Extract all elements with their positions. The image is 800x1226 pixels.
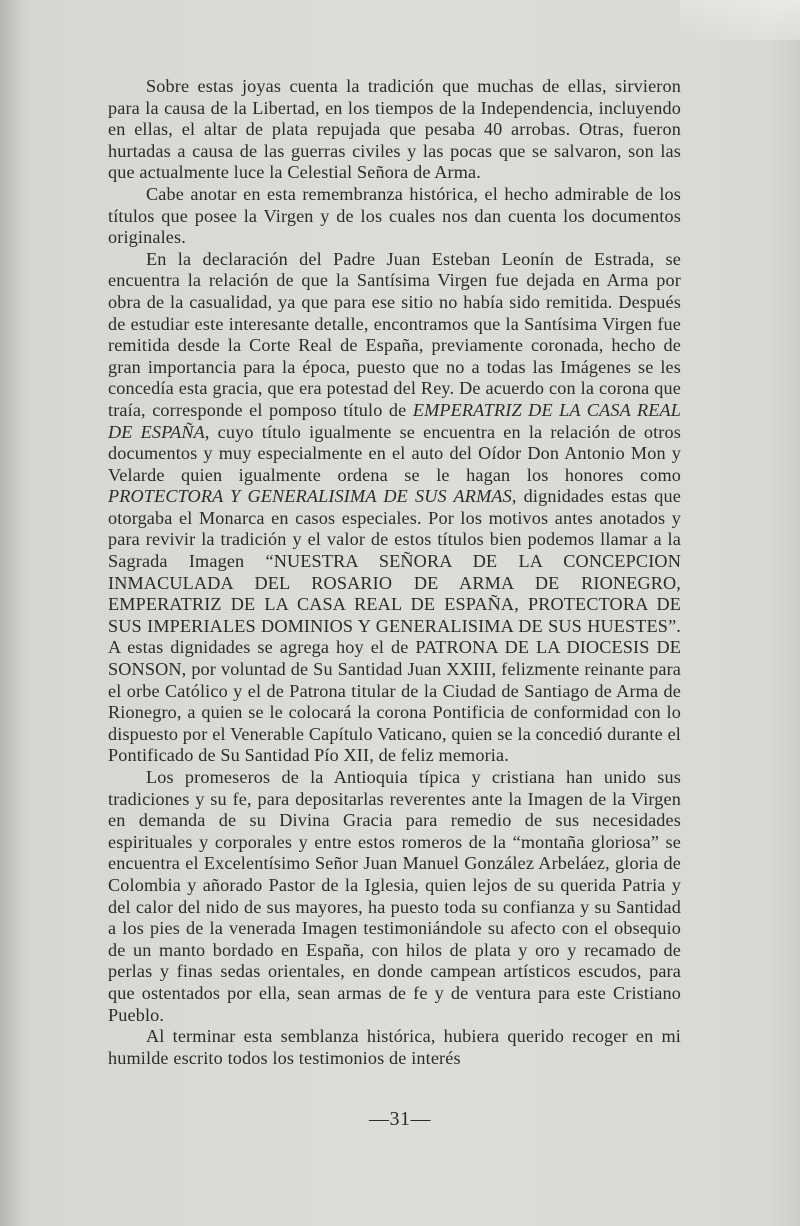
italic-title-text: EMPERATRIZ DE LA CASA REAL DE ESPAÑA — [108, 399, 681, 442]
text-run: , dignidades estas que otorgaba el Monarca en casos especiales. Por los motivos antes anotados y para revivir la tradición y el valor de estos títulos bien podemos llamar a la Sagrada Imagen “NUESTRA SEÑORA DE LA CONCEPCION INMACULADA DEL ROSARIO DE ARMA DE RIONEGRO, EMPERATRIZ DE LA CASA REAL DE ESPAÑA, PROTECTORA DE SUS IMPERIALES DOMINIOS Y GENERALISIMA DE SUS HUESTES”. A estas dignidades se agrega hoy el de PATRONA DE LA DIOCESIS DE SONSON, por voluntad de Su Santidad Juan XXIII, felizmente reinante para el orbe Católico y el de Patrona titular de la Ciudad de Santiago de Arma de Rionegro, a quien se le colocará la corona Pontificia de conformidad con lo dispuesto por el Venerable Capítulo Vaticano, quien se la concedió durante el Pontificado de Su Santidad Pío XII, de feliz memoria. — [108, 486, 681, 766]
paragraph — [108, 249, 681, 767]
text-run: Sobre estas joyas cuenta la tradición que muchas de ellas, sirvieron para la causa de la Libertad, en los tiempos de la Independencia, incluyendo en ellas, el altar de plata repujada que pesaba 40 arrobas. Otras, fueron hurtadas a causa de las guerras civiles y las pocas que se salvaron, son las que actualmente luce la Celestial Señora de Arma. — [108, 76, 681, 183]
text-run: Cabe anotar en esta remembranza histórica, el hecho admirable de los títulos que posee la Virgen y de los cuales nos dan cuenta los documentos originales. — [108, 183, 681, 248]
paragraph — [108, 76, 681, 184]
paragraph — [108, 184, 681, 249]
paragraph — [108, 1026, 681, 1069]
text-run: Los promeseros de la Antioquia típica y cristiana han unido sus tradiciones y su fe, para depositarlas reverentes ante la Imagen de la Virgen en demanda de su Divina Gracia para remedio de sus necesidades espirituales y corporales y entre estos romeros de la “montaña gloriosa” se encuentra el Excelentísimo Señor Juan Manuel González Arbeláez, gloria de Colombia y añorado Pastor de la Iglesia, quien lejos de su querida Patria y del calor del nido de sus mayores, ha puesto toda su confianza y su Santidad a los pies de la venerada Imagen testimoniándole su afecto con el obsequio de un manto bordado en España, con hilos de plata y oro y recamado de perlas y finas sedas orientales, en donde campean artísticos escudos, para que ostentados por ella, sean armas de fe y de ventura para este Cristiano Pueblo. — [108, 767, 681, 1025]
italic-title-text: PROTECTORA Y GENERALISIMA DE SUS ARMAS — [108, 486, 512, 507]
text-run: En la declaración del Padre Juan Esteban Leonín de Estrada, se encuentra la relación de que la Santísima Virgen fue dejada en Arma por obra de la casualidad, ya que para ese sitio no había sido remitida. Después de estudiar este interesante detalle, encontramos que la Santísima Virgen fue remitida desde la Corte Real de España, previamente coronada, hecho de gran importancia para la época, puesto que no a todas las Imágenes se les concedía esta gracia, que era potestad del Rey. De acuerdo con la corona que traía, corresponde el pomposo título de — [108, 248, 681, 420]
text-run: , cuyo título igualmente se encuentra en la relación de otros documentos y muy especialmente en el auto del Oídor Don Antonio Mon y Velarde quien igualmente ordena se le hagan los honores como — [108, 421, 681, 485]
text-run: Al terminar esta semblanza histórica, hubiera querido recoger en mi humilde escrito todos los testimonios de interés — [108, 1026, 681, 1068]
paragraph — [108, 767, 681, 1026]
body-text — [108, 76, 681, 1069]
page-number: —31— — [369, 1108, 431, 1130]
